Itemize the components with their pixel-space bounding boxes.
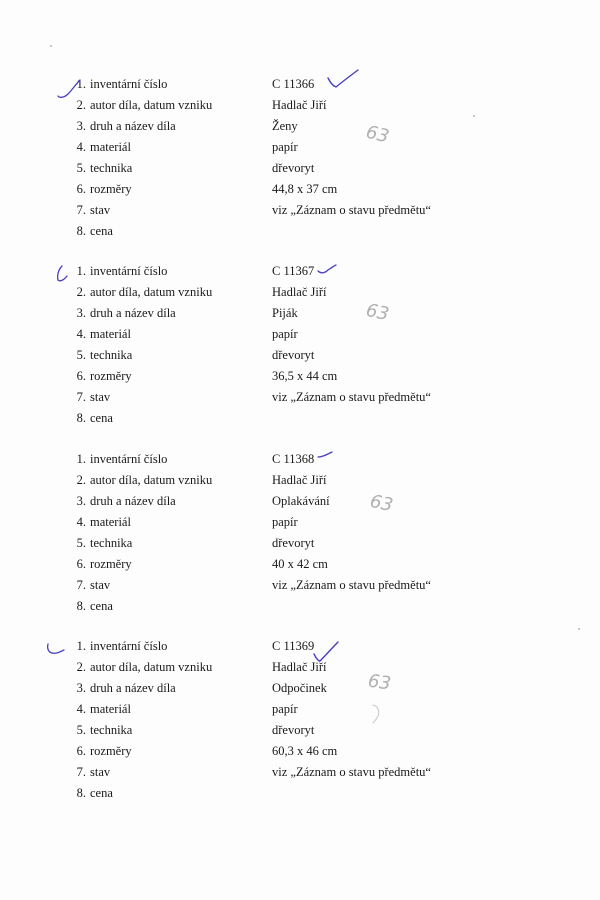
field-label: druh a název díla xyxy=(90,494,176,508)
field-number: 8. xyxy=(76,599,86,613)
field-label: stav xyxy=(90,765,111,779)
record-c11368 xyxy=(0,449,600,629)
field-label: materiál xyxy=(90,515,131,529)
field-row xyxy=(0,408,600,428)
field-label: autor díla, datum vzniku xyxy=(90,660,213,674)
field-value: Piják xyxy=(272,306,298,320)
pencil-note: 63 xyxy=(368,490,395,517)
field-row xyxy=(0,261,600,281)
field-label: inventární číslo xyxy=(90,452,168,466)
field-label: rozměry xyxy=(90,557,132,571)
field-label: cena xyxy=(90,599,113,613)
field-value: 40 x 42 cm xyxy=(272,557,328,571)
field-row xyxy=(0,678,600,698)
field-number: 5. xyxy=(76,161,86,175)
field-label: autor díla, datum vzniku xyxy=(90,473,213,487)
field-label: stav xyxy=(90,578,111,592)
field-number: 7. xyxy=(76,390,86,404)
field-value: Ženy xyxy=(272,119,298,133)
field-row xyxy=(0,366,600,386)
field-value: Hadlač Jiří xyxy=(272,473,327,487)
field-value: C 11368 xyxy=(272,452,315,466)
field-row xyxy=(0,575,600,595)
field-value: Hadlač Jiří xyxy=(272,660,327,674)
field-number: 7. xyxy=(76,765,86,779)
field-value: Odpočinek xyxy=(272,681,327,695)
field-number: 4. xyxy=(76,515,86,529)
field-value: Oplakávání xyxy=(272,494,330,508)
field-label: druh a název díla xyxy=(90,681,176,695)
field-row xyxy=(0,282,600,302)
field-label: materiál xyxy=(90,140,131,154)
field-label: stav xyxy=(90,390,111,404)
field-number: 3. xyxy=(76,119,86,133)
field-row xyxy=(0,95,600,115)
field-value: dřevoryt xyxy=(272,723,315,737)
field-label: inventární číslo xyxy=(90,77,168,91)
field-value: C 11366 xyxy=(272,77,315,91)
field-label: cena xyxy=(90,786,113,800)
scan-speck xyxy=(578,628,580,630)
field-number: 6. xyxy=(76,369,86,383)
field-label: rozměry xyxy=(90,182,132,196)
field-value: 60,3 x 46 cm xyxy=(272,744,338,758)
field-row xyxy=(0,741,600,761)
field-value: papír xyxy=(272,140,298,154)
field-value: viz „Záznam o stavu předmětu“ xyxy=(272,578,431,592)
record-c11369 xyxy=(0,636,600,816)
pencil-note: 63 xyxy=(363,121,392,148)
field-row xyxy=(0,699,600,719)
record-c11366 xyxy=(0,74,600,254)
field-row xyxy=(0,657,600,677)
field-number: 4. xyxy=(76,327,86,341)
field-label: technika xyxy=(90,536,133,550)
field-number: 1. xyxy=(76,264,86,278)
field-label: materiál xyxy=(90,702,131,716)
field-number: 3. xyxy=(76,306,86,320)
field-number: 2. xyxy=(76,285,86,299)
field-row xyxy=(0,221,600,241)
field-number: 2. xyxy=(76,660,86,674)
field-number: 7. xyxy=(76,203,86,217)
field-label: technika xyxy=(90,723,133,737)
field-value: 36,5 x 44 cm xyxy=(272,369,338,383)
field-row xyxy=(0,387,600,407)
field-number: 8. xyxy=(76,224,86,238)
field-label: materiál xyxy=(90,327,131,341)
field-number: 4. xyxy=(76,702,86,716)
field-value: Hadlač Jiří xyxy=(272,285,327,299)
record-c11367 xyxy=(0,261,600,441)
field-row xyxy=(0,449,600,469)
field-row xyxy=(0,158,600,178)
field-number: 2. xyxy=(76,98,86,112)
field-row xyxy=(0,345,600,365)
field-label: rozměry xyxy=(90,369,132,383)
field-value: viz „Záznam o stavu předmětu“ xyxy=(272,765,431,779)
pencil-note: 63 xyxy=(366,670,393,695)
pencil-note: 63 xyxy=(364,299,391,326)
field-label: druh a název díla xyxy=(90,306,176,320)
field-label: cena xyxy=(90,224,113,238)
field-row xyxy=(0,636,600,656)
field-value: viz „Záznam o stavu předmětu“ xyxy=(272,390,431,404)
field-row xyxy=(0,324,600,344)
field-label: stav xyxy=(90,203,111,217)
field-row xyxy=(0,137,600,157)
field-number: 6. xyxy=(76,744,86,758)
field-number: 5. xyxy=(76,536,86,550)
field-row xyxy=(0,783,600,803)
field-row xyxy=(0,303,600,323)
field-row xyxy=(0,596,600,616)
field-label: technika xyxy=(90,348,133,362)
field-number: 2. xyxy=(76,473,86,487)
field-value: papír xyxy=(272,702,298,716)
field-row xyxy=(0,762,600,782)
field-label: cena xyxy=(90,411,113,425)
field-row xyxy=(0,533,600,553)
field-label: autor díla, datum vzniku xyxy=(90,285,213,299)
field-value: dřevoryt xyxy=(272,348,315,362)
field-row xyxy=(0,554,600,574)
field-row xyxy=(0,179,600,199)
field-number: 5. xyxy=(76,348,86,362)
field-row xyxy=(0,200,600,220)
field-value: dřevoryt xyxy=(272,161,315,175)
field-number: 4. xyxy=(76,140,86,154)
field-row xyxy=(0,470,600,490)
field-value: viz „Záznam o stavu předmětu“ xyxy=(272,203,431,217)
field-number: 7. xyxy=(76,578,86,592)
field-number: 8. xyxy=(76,411,86,425)
field-number: 3. xyxy=(76,681,86,695)
field-label: druh a název díla xyxy=(90,119,176,133)
field-row xyxy=(0,512,600,532)
field-number: 1. xyxy=(76,77,86,91)
field-number: 8. xyxy=(76,786,86,800)
field-label: rozměry xyxy=(90,744,132,758)
field-number: 3. xyxy=(76,494,86,508)
field-number: 6. xyxy=(76,182,86,196)
scan-speck xyxy=(50,45,52,47)
field-value: C 11369 xyxy=(272,639,315,653)
field-value: Hadlač Jiří xyxy=(272,98,327,112)
field-value: dřevoryt xyxy=(272,536,315,550)
scan-speck xyxy=(473,115,475,117)
field-value: C 11367 xyxy=(272,264,315,278)
field-number: 6. xyxy=(76,557,86,571)
field-row xyxy=(0,491,600,511)
field-row xyxy=(0,116,600,136)
field-value: 44,8 x 37 cm xyxy=(272,182,338,196)
field-row xyxy=(0,74,600,94)
field-value: papír xyxy=(272,327,298,341)
field-label: technika xyxy=(90,161,133,175)
field-number: 1. xyxy=(76,452,86,466)
field-value: papír xyxy=(272,515,298,529)
field-label: autor díla, datum vzniku xyxy=(90,98,213,112)
field-row xyxy=(0,720,600,740)
field-label: inventární číslo xyxy=(90,639,168,653)
field-number: 1. xyxy=(76,639,86,653)
field-label: inventární číslo xyxy=(90,264,168,278)
field-number: 5. xyxy=(76,723,86,737)
